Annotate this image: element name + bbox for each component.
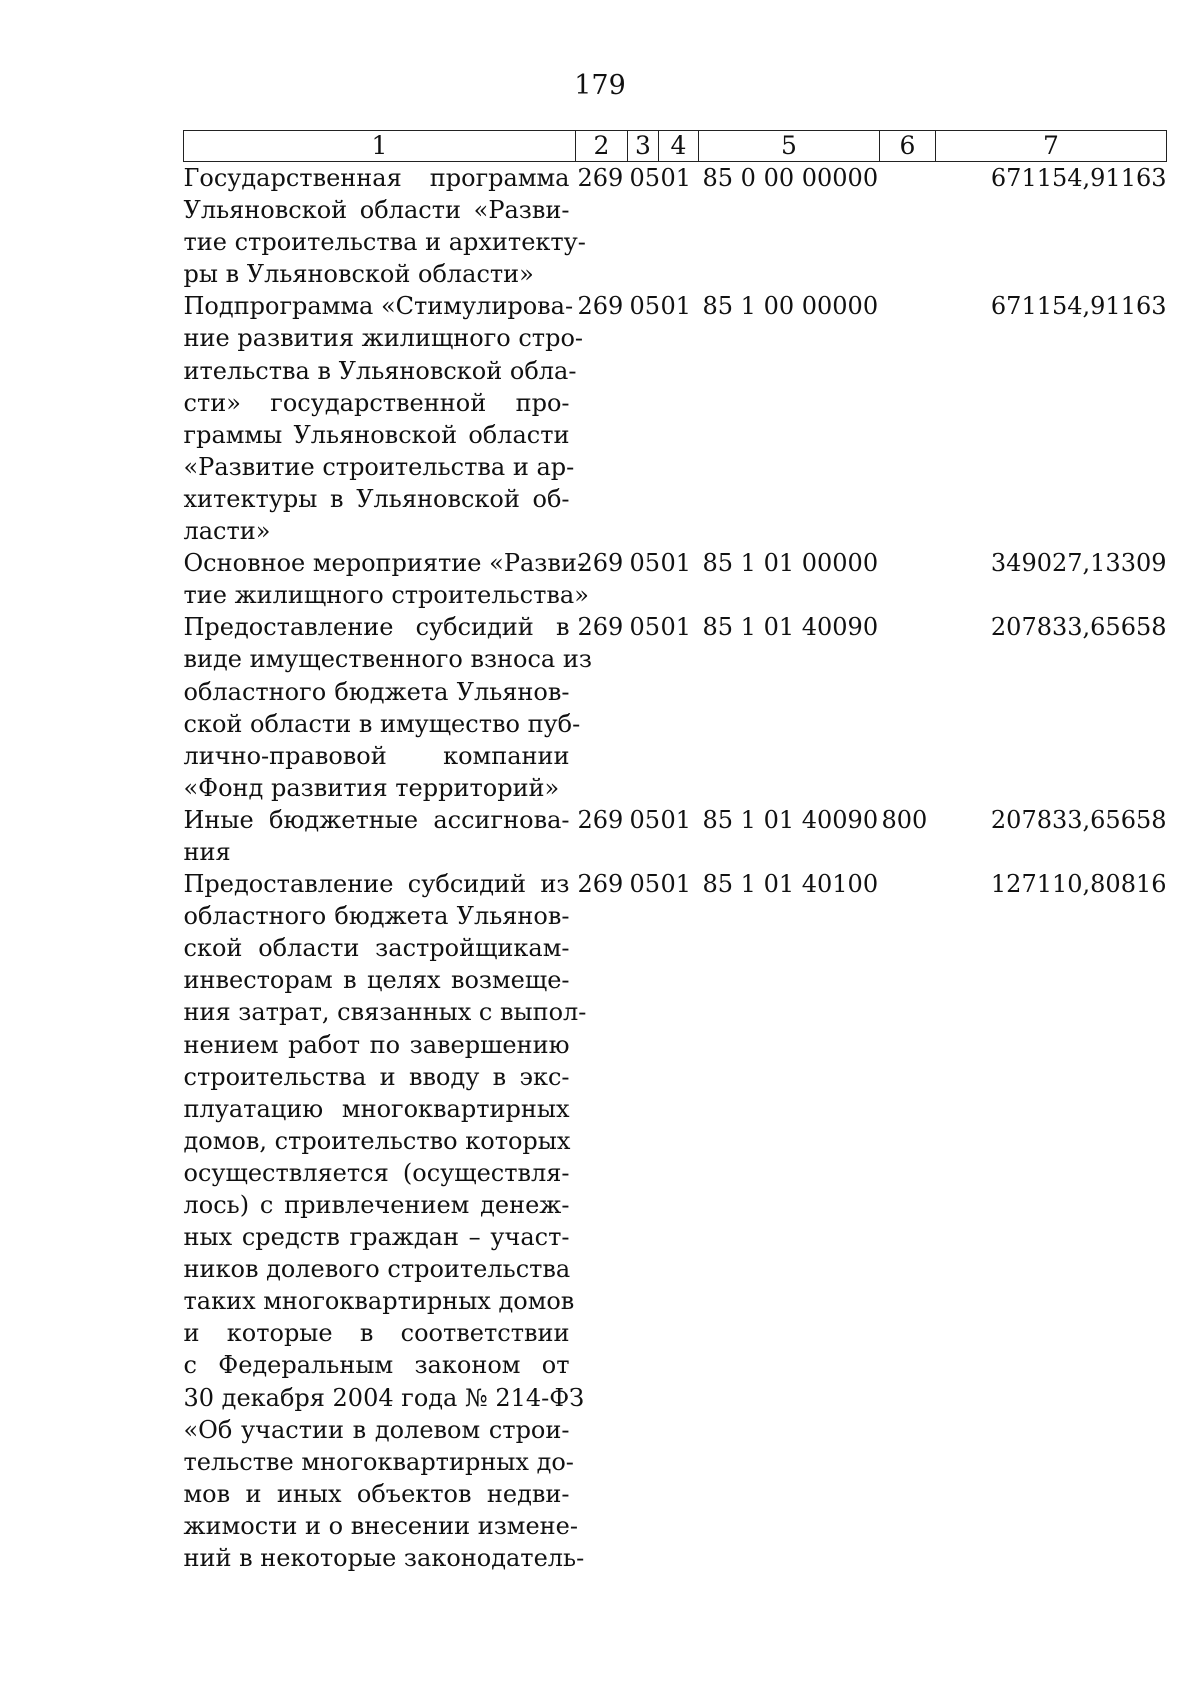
column-header-3: 3 [628, 131, 659, 162]
row-name-line: ния затрат, связанных с выпол- [183, 998, 587, 1027]
row-name-line: граммы Ульяновской области [183, 420, 570, 449]
table-row [184, 611, 1167, 804]
target-article-cell: 85 1 01 40090 [702, 613, 879, 642]
row-name-line: ние развития жилищного стро- [183, 324, 584, 353]
chapter-code-cell: 269 [577, 292, 624, 321]
row-name-line: строительства и вводу в экс- [183, 1062, 570, 1091]
row-name-cell [183, 162, 586, 291]
row-name-line: «Развитие строительства и ар- [183, 452, 575, 481]
budget-table-container [183, 130, 1166, 1574]
column-header-6: 6 [880, 131, 936, 162]
expense-type-cell [880, 162, 936, 291]
table-row [184, 804, 1167, 868]
target-article-cell: 85 1 00 00000 [702, 292, 879, 321]
chapter-code-cell: 269 [577, 549, 624, 578]
row-name-line: и которые в соответствии [183, 1319, 570, 1348]
row-name-line: ний в некоторые законодатель- [183, 1544, 585, 1573]
row-name-line: виде имущественного взноса из [183, 645, 592, 674]
row-name-line: ных средств граждан – участ- [183, 1223, 570, 1252]
amount-cell: 207833,65658 [990, 613, 1167, 642]
row-name-line: домов, строительство которых [183, 1126, 571, 1155]
row-name-line: тие жилищного строительства» [183, 581, 589, 610]
subsection-code-cell: 01 [660, 164, 692, 192]
row-name-line: хитектуры в Ульяновской об- [183, 484, 570, 513]
amount-cell: 671154,91163 [990, 292, 1167, 321]
row-name-cell [183, 868, 587, 1574]
amount-cell: 127110,80816 [990, 870, 1167, 899]
chapter-code-cell: 269 [577, 870, 624, 899]
expense-type-cell [880, 290, 936, 547]
expense-type-cell [880, 611, 936, 804]
row-name-line: ской области в имущество пуб- [183, 709, 581, 738]
row-name-line: «Фонд развития территорий» [183, 773, 560, 802]
subsection-code-cell: 01 [660, 292, 692, 321]
row-name-cell [183, 547, 589, 611]
row-name-line: мов и иных объектов недви- [183, 1479, 570, 1508]
row-name-line: с Федеральным законом от [183, 1351, 570, 1380]
row-name-line: Иные бюджетные ассигнова- [183, 805, 570, 834]
row-name-line: ников долевого строительства [183, 1255, 571, 1284]
table-row [184, 162, 1167, 291]
section-code-cell: 05 [629, 805, 661, 834]
column-header-5: 5 [699, 131, 880, 162]
column-header-4: 4 [659, 131, 699, 162]
row-name-line: областного бюджета Ульянов- [183, 677, 570, 706]
table-row [184, 868, 1167, 1574]
row-name-line: ласти» [183, 517, 271, 546]
target-article-cell: 85 0 00 00000 [702, 164, 879, 192]
table-row [184, 290, 1167, 547]
subsection-code-cell: 01 [660, 613, 692, 642]
row-name-cell [184, 804, 576, 868]
subsection-code-cell: 01 [660, 549, 692, 578]
chapter-code-cell: 269 [577, 805, 624, 834]
page-number: 179 [574, 70, 626, 101]
table-header-row [184, 131, 1167, 162]
section-code-cell: 05 [629, 870, 661, 899]
row-name-line: тие строительства и архитекту- [183, 228, 586, 257]
section-code-cell: 05 [629, 613, 661, 642]
row-name-line: инвесторам в целях возмеще- [183, 966, 570, 995]
row-name-line: сти» государственной про- [183, 388, 570, 417]
row-name-line: тельстве многоквартирных до- [183, 1447, 574, 1476]
column-header-1: 1 [184, 131, 576, 162]
row-name-line: таких многоквартирных домов [183, 1287, 575, 1316]
row-name-cell [183, 611, 592, 804]
budget-table [183, 130, 1167, 1574]
chapter-code-cell: 269 [577, 164, 624, 192]
row-name-line: нением работ по завершению [183, 1030, 570, 1059]
row-name-line: Предоставление субсидий в [183, 613, 570, 642]
target-article-cell: 85 1 01 00000 [702, 549, 879, 578]
row-name-line: Предоставление субсидий из [183, 870, 570, 899]
row-name-line: 30 декабря 2004 года № 214-ФЗ [183, 1383, 585, 1412]
target-article-cell: 85 1 01 40090 [702, 805, 879, 834]
table-row [184, 547, 1167, 611]
row-name-line: ительства в Ульяновской обла- [183, 356, 577, 385]
row-name-line: Основное мероприятие «Разви- [183, 549, 585, 578]
row-name-line: осуществляется (осуществля- [183, 1158, 570, 1187]
row-name-line: лично-правовой компании [183, 741, 570, 770]
row-name-line: «Об участии в долевом строи- [183, 1415, 570, 1444]
chapter-code-cell: 269 [577, 613, 624, 642]
row-name-line: областного бюджета Ульянов- [183, 902, 570, 931]
row-name-line: Ульяновской области «Разви- [183, 196, 570, 225]
section-code-cell: 05 [629, 549, 661, 578]
row-name-line: Государственная программа [183, 164, 570, 192]
amount-cell: 671154,91163 [990, 164, 1167, 192]
target-article-cell: 85 1 01 40100 [702, 870, 879, 899]
amount-cell: 349027,13309 [990, 549, 1167, 578]
row-name-line: ры в Ульяновской области» [183, 260, 534, 289]
expense-type-cell: 800 [881, 805, 928, 834]
table-body [184, 162, 1167, 1575]
row-name-line: ния [183, 837, 231, 866]
row-name-line: плуатацию многоквартирных [183, 1094, 570, 1123]
section-code-cell: 05 [629, 164, 661, 192]
row-name-cell [183, 290, 584, 547]
subsection-code-cell: 01 [660, 870, 692, 899]
amount-cell: 207833,65658 [990, 805, 1167, 834]
subsection-code-cell: 01 [660, 805, 692, 834]
expense-type-cell [880, 547, 936, 611]
row-name-line: жимости и о внесении измене- [183, 1511, 578, 1540]
section-code-cell: 05 [629, 292, 661, 321]
expense-type-cell [880, 868, 936, 1574]
row-name-line: ской области застройщикам- [183, 934, 570, 963]
row-name-line: лось) с привлечением денеж- [183, 1191, 570, 1219]
column-header-7: 7 [936, 131, 1167, 162]
column-header-2: 2 [576, 131, 628, 162]
row-name-line: Подпрограмма «Стимулирова- [183, 292, 574, 321]
